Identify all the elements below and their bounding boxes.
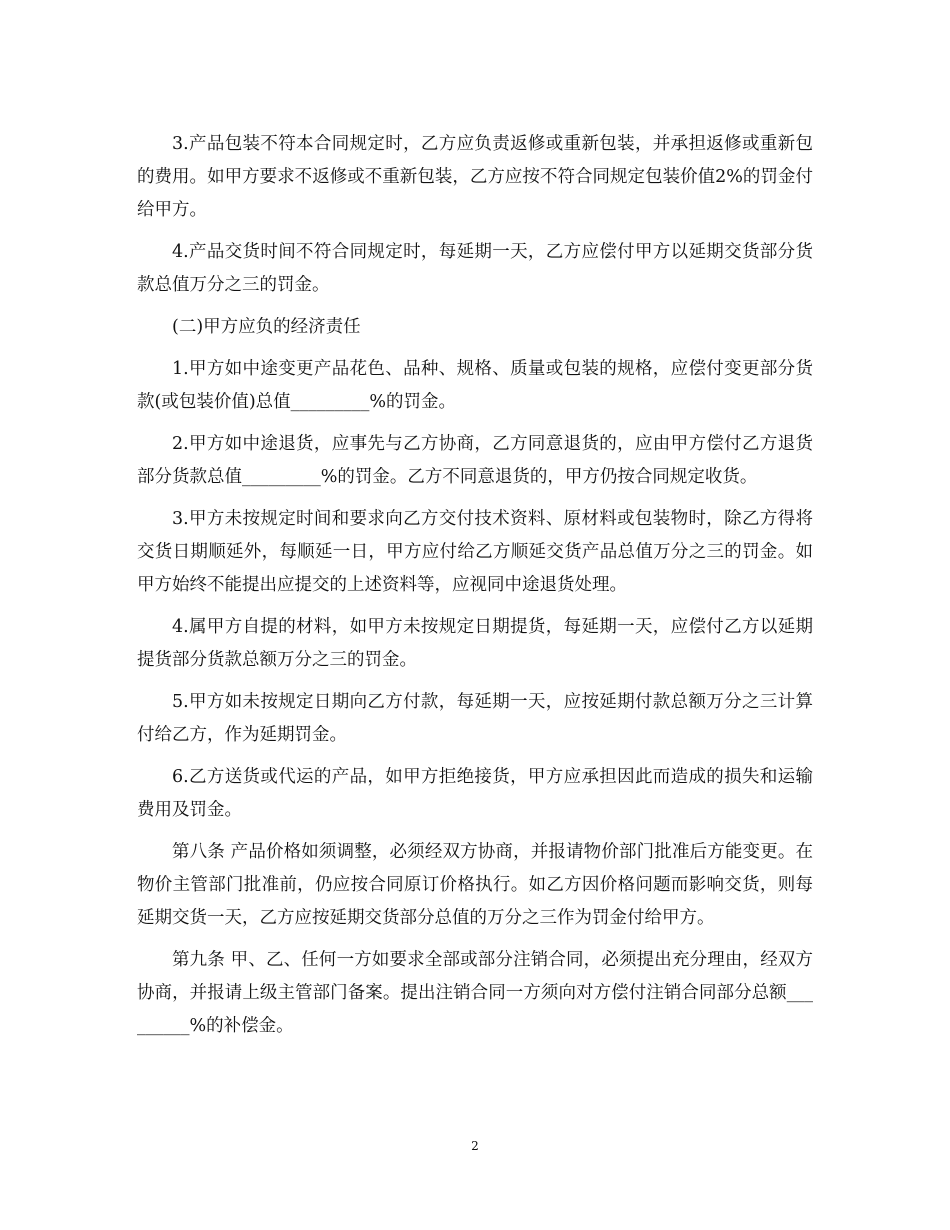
section-heading-party-a-liability: (二)甲方应负的经济责任 (172, 317, 361, 337)
paragraph-materials-delay: 3.甲方未按规定时间和要求向乙方交付技术资料、原材料或包装物时，除乙方得将交货日期顺延外，每顺延一日，甲方应付给乙方顺延交货产品总值万分之三的罚金。如甲方始终不能提出应提交的上述资料等，应视同中途退货处理。 (137, 509, 813, 595)
paragraph-late-payment: 5.甲方如未按规定日期向乙方付款，每延期一天，应按延期付款总额万分之三计算付给乙方，作为延期罚金。 (137, 692, 813, 745)
paragraph-self-pickup: 4.属甲方自提的材料，如甲方未按规定日期提货，每延期一天，应偿付乙方以延期提货部分货款总额万分之三的罚金。 (137, 617, 813, 670)
article-nine-contract-cancellation: 第九条 甲、乙、任何一方如要求全部或部分注销合同，必须提出充分理由，经双方协商，并报请上级主管部门备案。提出注销合同一方须向对方偿付注销合同部分总额_________%的补偿金。 (137, 950, 813, 1036)
document-body (137, 128, 813, 1052)
paragraph-change-specification: 1.甲方如中途变更产品花色、品种、规格、质量或包装的规格，应偿付变更部分货款(或包装价值)总值_________%的罚金。 (137, 359, 813, 412)
article-eight-price-adjustment: 第八条 产品价格如须调整，必须经双方协商，并报请物价部门批准后方能变更。在物价主管部门批准前，仍应按合同原订价格执行。如乙方因价格问题而影响交货，则每延期交货一天，乙方应按延期交货部分总值的万分之三作为罚金付给甲方。 (137, 842, 813, 928)
paragraph-packaging-penalty: 3.产品包装不符本合同规定时，乙方应负责返修或重新包装，并承担返修或重新包的费用。如甲方要求不返修或不重新包装，乙方应按不符合同规定包装价值2%的罚金付给甲方。 (137, 134, 813, 220)
paragraph-return-goods: 2.甲方如中途退货，应事先与乙方协商，乙方同意退货的，应由甲方偿付乙方退货部分货款总值_________%的罚金。乙方不同意退货的，甲方仍按合同规定收货。 (137, 434, 813, 487)
page-number: 2 (471, 1139, 479, 1153)
paragraph-refuse-delivery: 6.乙方送货或代运的产品，如甲方拒绝接货，甲方应承担因此而造成的损失和运输费用及罚金。 (137, 767, 813, 820)
paragraph-late-delivery-penalty: 4.产品交货时间不符合同规定时，每延期一天，乙方应偿付甲方以延期交货部分货款总值万分之三的罚金。 (137, 242, 813, 295)
